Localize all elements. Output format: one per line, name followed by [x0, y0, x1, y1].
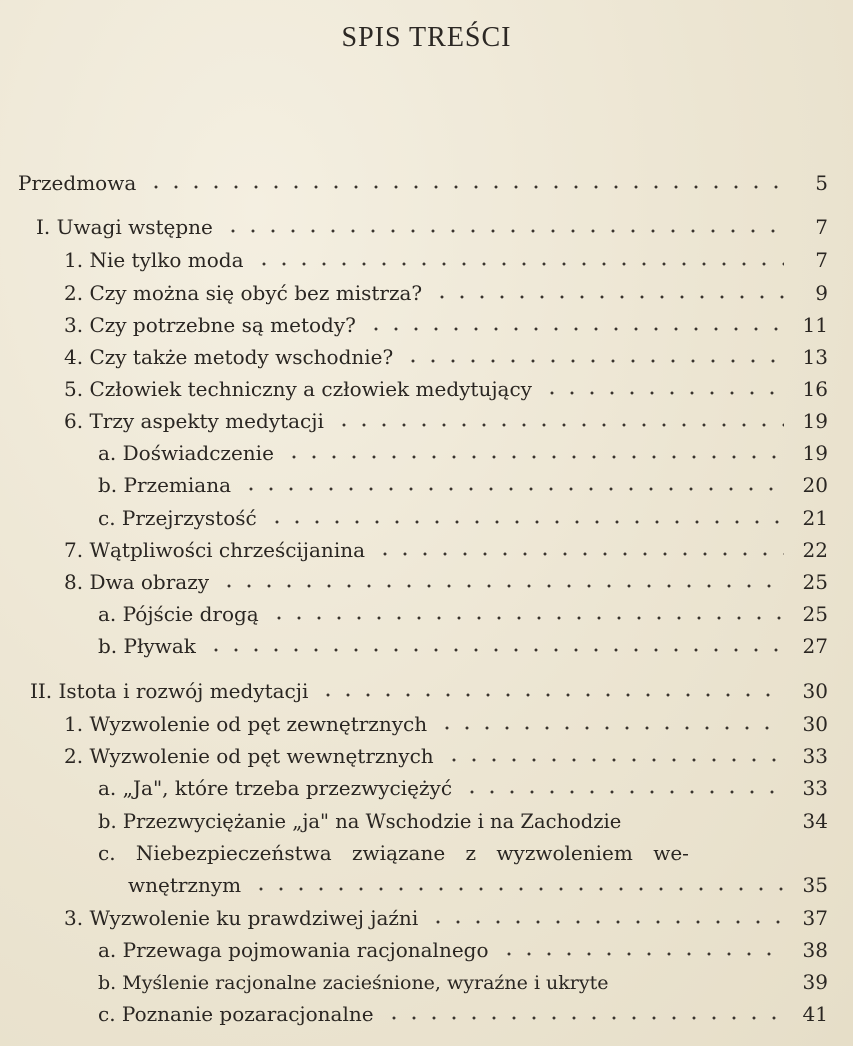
dot-leader	[330, 411, 784, 433]
entry-label: c. Niebezpieczeństwa związane z wyzwoleniem we-	[98, 841, 689, 865]
entry-label: II. Istota i rozwój medytacji	[30, 679, 309, 703]
toc-entry-section	[64, 567, 828, 597]
toc-entry-subsection	[98, 838, 770, 868]
toc-entry-subsection	[98, 935, 828, 965]
toc-entry-section	[64, 741, 828, 771]
dot-leader	[362, 315, 784, 337]
dot-leader	[263, 508, 784, 530]
dot-leader	[424, 908, 784, 930]
entry-page-number: 21	[802, 506, 828, 530]
toc-entry-subsection	[98, 967, 828, 997]
entry-page-number: 30	[802, 679, 828, 703]
entry-page-number: 13	[802, 345, 828, 369]
entry-page-number: 34	[802, 809, 828, 833]
entry-page-number: 25	[802, 570, 828, 594]
toc-entry-continuation	[128, 870, 828, 900]
entry-label: 1. Nie tylko moda	[64, 248, 244, 272]
dot-leader	[250, 250, 784, 272]
dot-leader	[219, 217, 784, 239]
toc-entry-subsection	[98, 438, 828, 468]
toc-entry-section	[64, 310, 828, 340]
entry-page-number: 39	[802, 970, 828, 994]
entry-page-number: 33	[802, 776, 828, 800]
toc-entry-section	[64, 535, 828, 565]
toc-entry-preface	[18, 168, 828, 198]
entry-label: 2. Czy można się obyć bez mistrza?	[64, 281, 423, 305]
entry-label: b. Przezwyciężanie „ja" na Wschodzie i na Zachodzie	[98, 810, 622, 833]
dot-leader	[280, 443, 784, 465]
entry-label: 3. Czy potrzebne są metody?	[64, 313, 356, 337]
entry-label: b. Pływak	[98, 634, 196, 658]
dot-leader	[440, 746, 784, 768]
entry-label-continuation: wnętrznym	[128, 873, 242, 897]
toc-entry-subsection	[98, 631, 828, 661]
toc-entry-subsection	[98, 599, 828, 629]
dot-leader	[202, 636, 784, 658]
toc-entry-subsection	[98, 773, 828, 803]
dot-leader	[495, 940, 785, 962]
entry-page-number: 41	[802, 1002, 828, 1026]
entry-label: I. Uwagi wstępne	[36, 215, 213, 239]
dot-leader	[237, 475, 784, 497]
dot-leader	[433, 714, 784, 736]
entry-page-number: 27	[802, 634, 828, 658]
entry-page-number: 30	[802, 712, 828, 736]
entry-label: 7. Wątpliwości chrześcijanina	[64, 538, 366, 562]
entry-label: 2. Wyzwolenie od pęt wewnętrznych	[64, 744, 434, 768]
entry-page-number: 19	[802, 441, 828, 465]
entry-label: 4. Czy także metody wschodnie?	[64, 345, 394, 369]
dot-leader	[142, 173, 784, 195]
entry-page-number: 11	[802, 313, 828, 337]
entry-label: a. Doświadczenie	[98, 441, 274, 465]
entry-page-number: 33	[802, 744, 828, 768]
entry-label: a. Przewaga pojmowania racjonalnego	[98, 938, 489, 962]
toc-entry-chapter-2	[30, 676, 828, 706]
entry-label: 8. Dwa obrazy	[64, 570, 210, 594]
entry-label: 1. Wyzwolenie od pęt zewnętrznych	[64, 712, 428, 736]
toc-entry-section	[64, 342, 828, 372]
dot-leader	[399, 347, 784, 369]
toc-entry-section	[64, 245, 828, 275]
toc-entry-chapter-1	[36, 212, 828, 242]
dot-leader	[428, 283, 784, 305]
entry-label: b. Myślenie racjonalne zacieśnione, wyraźne i ukryte	[98, 972, 609, 994]
entry-page-number: 37	[802, 906, 828, 930]
dot-leader	[247, 875, 784, 897]
entry-label: 3. Wyzwolenie ku prawdziwej jaźni	[64, 906, 419, 930]
entry-page-number: 7	[815, 215, 828, 239]
entry-page-number: 35	[802, 873, 828, 897]
entry-label: c. Przejrzystość	[98, 506, 257, 530]
entry-page-number: 5	[815, 171, 828, 195]
toc-entry-subsection	[98, 470, 828, 500]
dot-leader	[265, 604, 784, 626]
entry-page-number: 20	[802, 473, 828, 497]
toc-entry-section	[64, 709, 828, 739]
toc-entry-section	[64, 278, 828, 308]
entry-label: c. Poznanie pozaracjonalne	[98, 1002, 374, 1026]
toc-entry-section	[64, 903, 828, 933]
dot-leader	[371, 540, 784, 562]
dot-leader	[458, 778, 784, 800]
entry-page-number: 9	[815, 281, 828, 305]
entry-page-number: 7	[815, 248, 828, 272]
dot-leader	[380, 1004, 784, 1026]
toc-entry-subsection	[98, 806, 828, 836]
entry-label: 5. Człowiek techniczny a człowiek medytujący	[64, 377, 532, 401]
toc-entry-subsection	[98, 999, 828, 1029]
dot-leader	[215, 572, 784, 594]
entry-page-number: 38	[802, 938, 828, 962]
entry-label: a. „Ja", które trzeba przezwyciężyć	[98, 776, 453, 800]
toc-entry-subsection	[98, 503, 828, 533]
dot-leader	[538, 379, 784, 401]
entry-label: b. Przemiana	[98, 473, 231, 497]
toc-entry-section	[64, 406, 828, 436]
toc-entry-section	[64, 374, 828, 404]
entry-page-number: 25	[802, 602, 828, 626]
entry-label: Przedmowa	[18, 171, 137, 195]
entry-page-number: 19	[802, 409, 828, 433]
entry-page-number: 22	[802, 538, 828, 562]
page-title: SPIS TREŚCI	[341, 22, 512, 53]
dot-leader	[314, 681, 784, 703]
entry-page-number: 16	[802, 377, 828, 401]
entry-label: a. Pójście drogą	[98, 602, 259, 626]
entry-label: 6. Trzy aspekty medytacji	[64, 409, 324, 433]
